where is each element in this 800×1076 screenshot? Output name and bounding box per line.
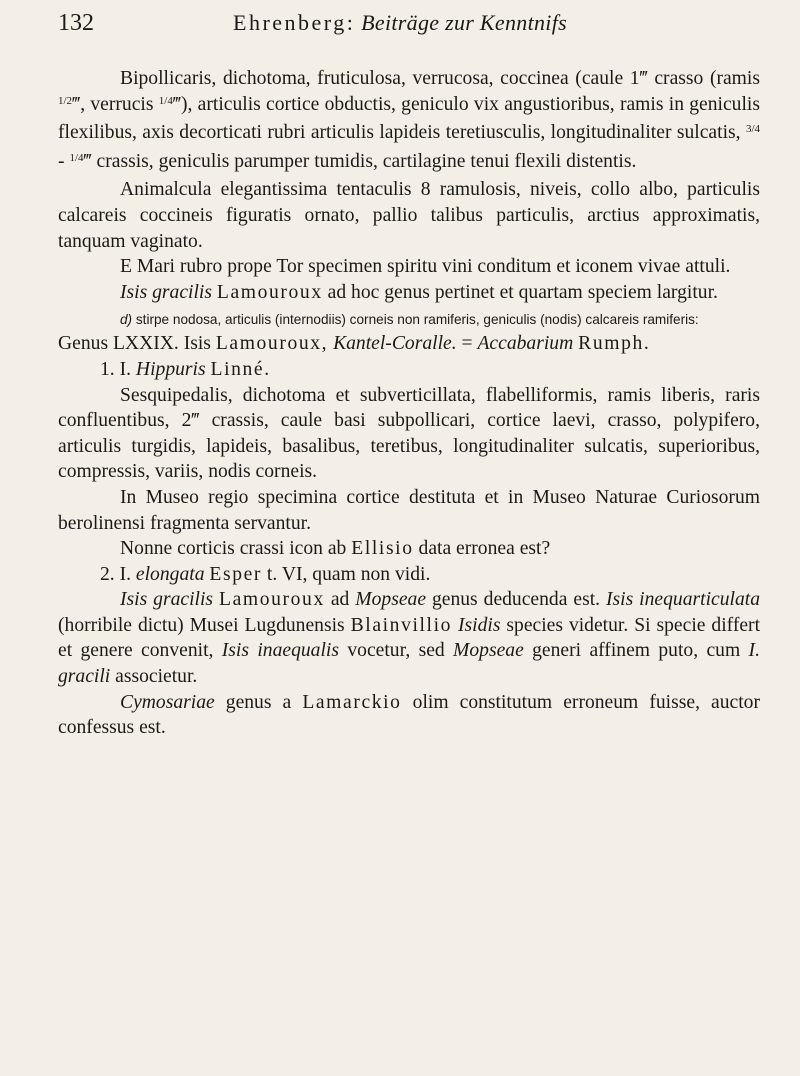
page-number: 132 [58, 10, 94, 36]
paragraph-animalcula: Animalcula elegantissima tentaculis 8 ramulosis, niveis, collo albo, particulis calcareis coccineis figuratis ornato, pallio talibus particulis, arctius approximatis, tanquam vaginato. [58, 179, 760, 252]
running-header [0, 10, 800, 46]
genus-heading: Genus LXXIX. Isis Lamouroux, Kantel-Coralle. = Accabarium Rumph. [58, 333, 651, 355]
species-1-museum: In Museo regio specimina cortice destituta et in Museo Naturae Curiosorum berolinensi fragmenta servantur. [58, 486, 760, 534]
species-2-note: Isis gracilis Lamouroux ad Mopseae genus deducenda est. Isis inequarticulata (horribile dictu) Musei Lugdunensis Blainvillio Isidis species videtur. Si specie differt et genere convenit, Isis inaequalis vocetur, sed Mopseae generi affinem puto, cum I. gracili associetur. [58, 589, 761, 688]
species-1-heading: 1. I. Hippuris Linné. [100, 358, 271, 380]
species-2-cymosariae: Cymosariae genus a Lamarckio olim constitutum erroneum fuisse, auctor confessus est. [58, 691, 760, 739]
paragraph-description: Bipollicaris, dichotoma, fruticulosa, verrucosa, coccinea (caule 1‴ crasso (ramis $^{1/2}$‴, verrucis $^{1/4}$‴), articulis cortice obductis, geniculo vix angustioribus, ramis in geniculis flexilibus, axis decorticati rubri articulis lapideis teretiusculis, longitudinaliter sulcatis, $^{3/4}$ - $^{1/4}$‴ crassis, geniculis parumper tumidis, cartilagine tenui flexili distentis. [58, 68, 760, 172]
paragraph-isis-gracilis: Isis gracilis Lamouroux ad hoc genus pertinet et quartam speciem largitur. [120, 281, 718, 303]
fraction: 1/4 [69, 151, 84, 164]
section-key-d: d) stirpe nodosa, articulis (internodiis) corneis non ramiferis, geniculis (nodis) calcareis ramiferis: [120, 312, 699, 328]
header-author: Ehrenberg: [233, 10, 356, 35]
fraction: 1/2 [58, 94, 73, 107]
body-text [58, 66, 760, 741]
species-1-question: Nonne corticis crassi icon ab Ellisio data erronea est? [120, 538, 551, 560]
running-title [0, 10, 800, 36]
fraction: 3/4 [745, 123, 760, 136]
species-1-description: Sesquipedalis, dichotoma et subverticillata, flabelliformis, ramis liberis, raris confluentibus, 2‴ crassis, caule basi subpollicari, cortice laevi, crasso, polypifero, articulis turgidis, lapideis, basalibus, teretibus, longitudinaliter sulcatis, superioribus, compressis, variis, nodis corneis. [58, 384, 760, 483]
species-2-heading: 2. I. elongata Esper t. VI, quam non vidi. [100, 563, 431, 585]
paragraph-locality: E Mari rubro prope Tor specimen spiritu vini conditum et iconem vivae attuli. [120, 256, 731, 278]
header-title: Beiträge zur Kenntnifs [361, 10, 567, 35]
fraction: 1/4 [158, 94, 173, 107]
